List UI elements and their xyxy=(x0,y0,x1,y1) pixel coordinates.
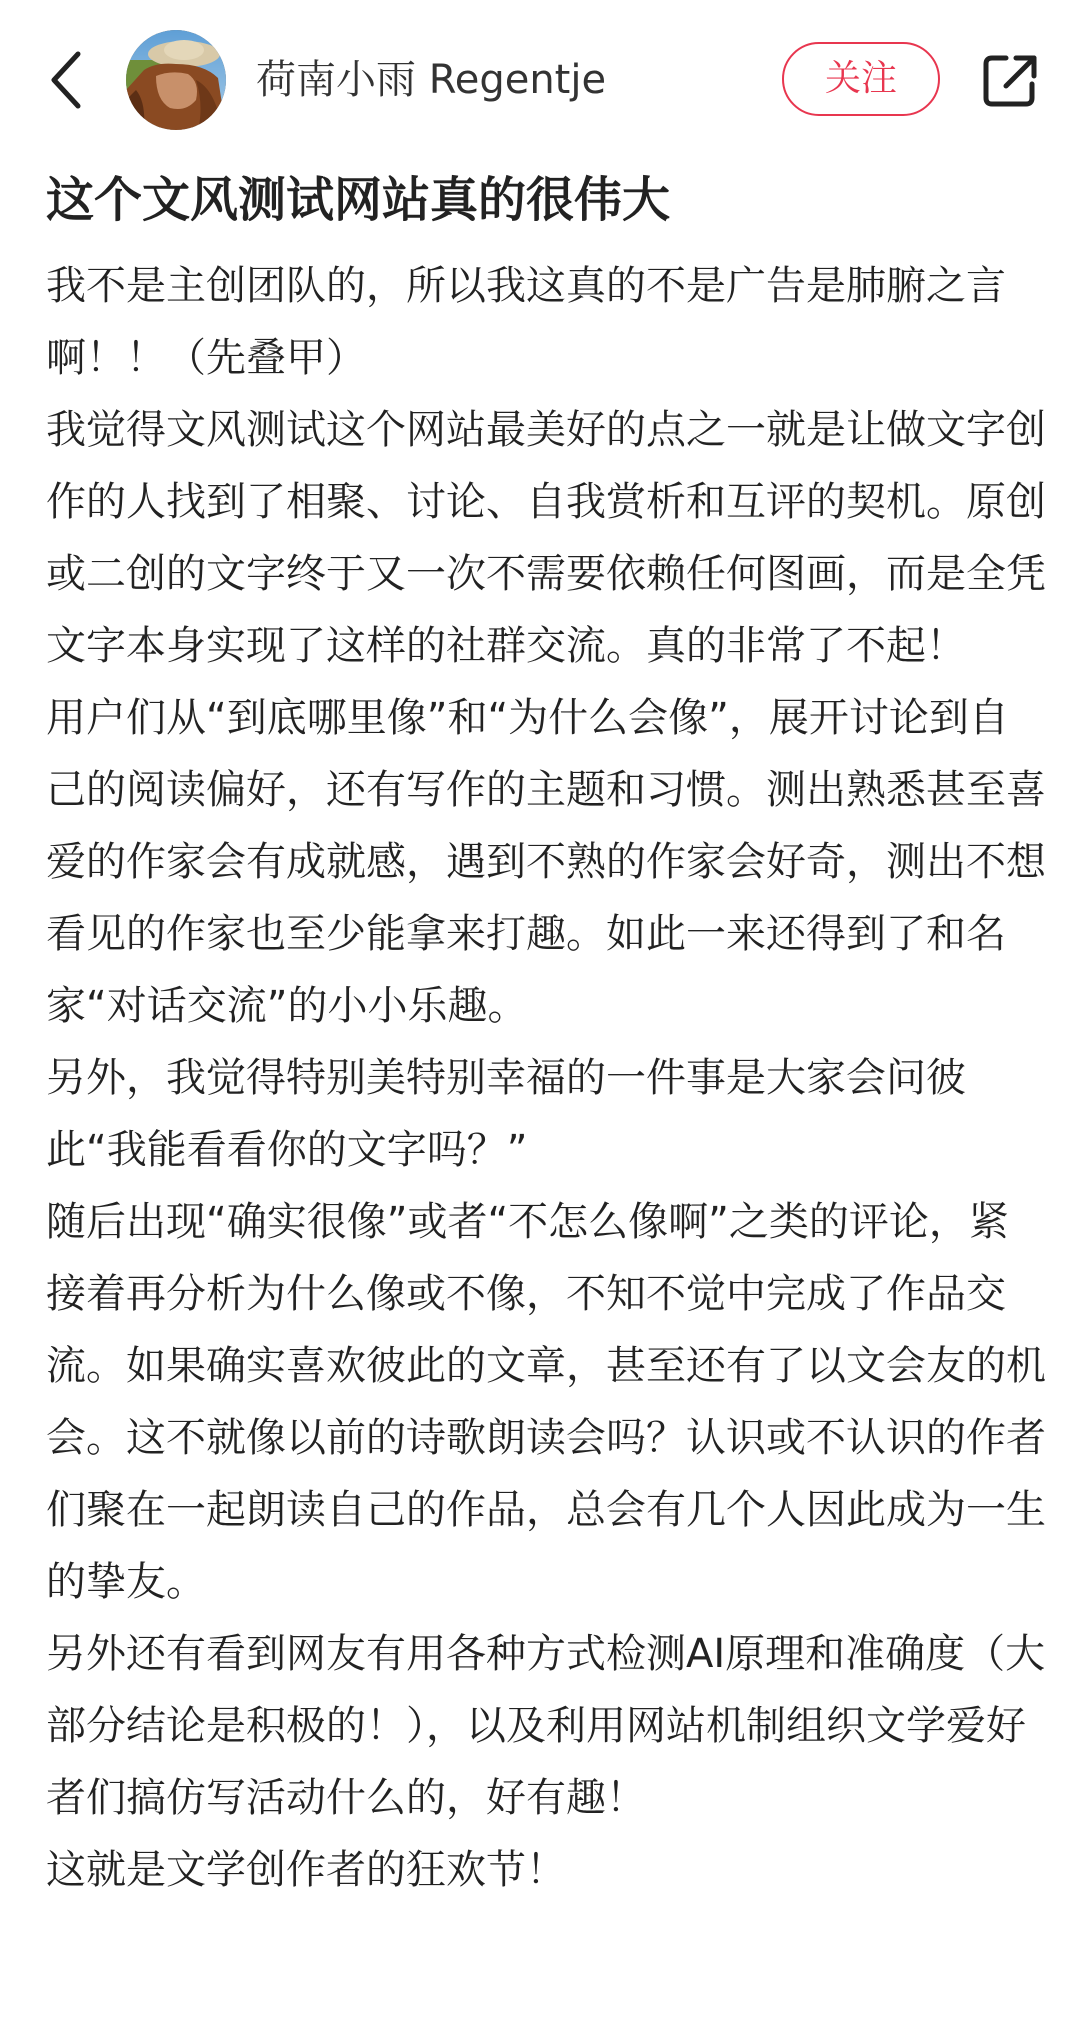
author-avatar[interactable] xyxy=(126,30,226,130)
back-button[interactable] xyxy=(40,44,92,116)
post-paragraph: 我觉得文风测试这个网站最美好的点之一就是让做文字创作的人找到了相聚、讨论、自我赏析和互评的契机。原创或二创的文字终于又一次不需要依赖任何图画，而是全凭文字本身实现了这样的社群交流。真的非常了不起！ xyxy=(46,407,1046,669)
post-header xyxy=(0,0,1080,160)
post-body xyxy=(46,250,1046,1906)
post-paragraph: 另外还有看到网友有用各种方式检测AI原理和准确度（大部分结论是积极的！），以及利用网站机制组织文学爱好者们搞仿写活动什么的，好有趣！ xyxy=(46,1631,1046,1821)
post-paragraph: 随后出现“确实很像”或者“不怎么像啊”之类的评论，紧接着再分析为什么像或不像，不知不觉中完成了作品交流。如果确实喜欢彼此的文章，甚至还有了以文会友的机会。这不就像以前的诗歌朗读会吗？认识或不认识的作者们聚在一起朗读自己的作品，总会有几个人因此成为一生的挚友。 xyxy=(46,1199,1046,1605)
share-icon xyxy=(980,50,1040,110)
share-button[interactable] xyxy=(980,50,1040,110)
chevron-left-icon xyxy=(40,44,92,116)
post-paragraph: 用户们从“到底哪里像”和“为什么会像”，展开讨论到自己的阅读偏好，还有写作的主题和习惯。测出熟悉甚至喜爱的作家会有成就感，遇到不熟的作家会好奇，测出不想看见的作家也至少能拿来打趣。如此一来还得到了和名家“对话交流”的小小乐趣。 xyxy=(46,695,1046,1029)
author-name[interactable]: 荷南小雨 Regentje xyxy=(256,57,607,103)
follow-button[interactable]: 关注 xyxy=(782,42,940,116)
post-paragraph: 另外，我觉得特别美特别幸福的一件事是大家会问彼此“我能看看你的文字吗？” xyxy=(46,1055,966,1173)
post-paragraph: 我不是主创团队的，所以我这真的不是广告是肺腑之言啊！！（先叠甲） xyxy=(46,263,1006,381)
post-paragraph: 这就是文学创作者的狂欢节！ xyxy=(46,1847,566,1893)
post-title: 这个文风测试网站真的很伟大 xyxy=(46,172,671,228)
